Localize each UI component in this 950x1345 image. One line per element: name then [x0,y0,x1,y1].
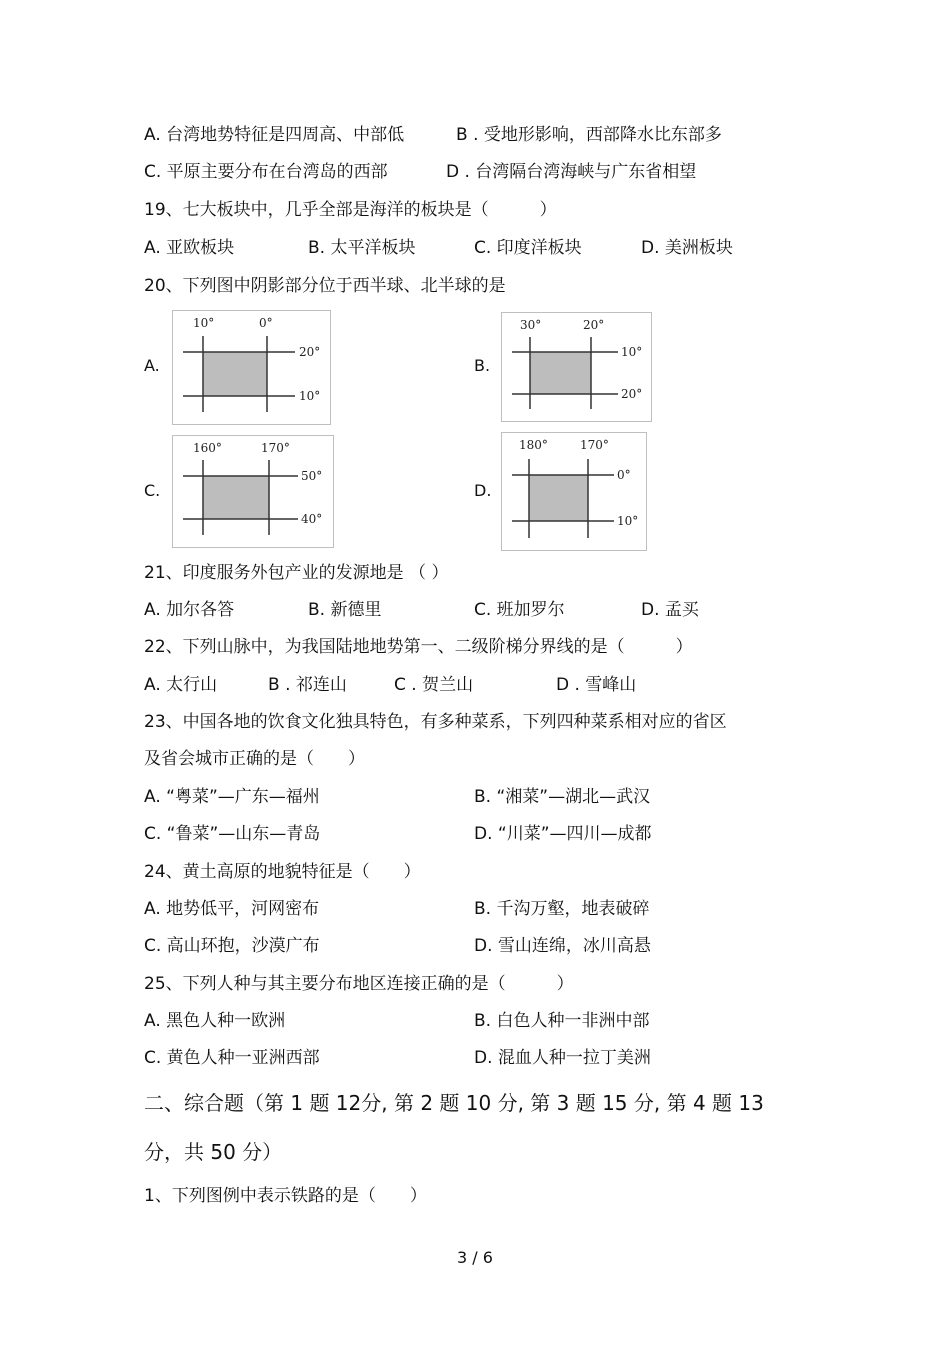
latitude-label-1: 10° [621,345,643,359]
q23-option-a: A. “粤菜”—广东—福州 [144,787,320,807]
longitude-label-2: 20° [583,318,605,332]
shaded-region [529,475,588,521]
shaded-region [203,352,267,396]
q20-figure-b-grid [502,313,651,421]
q19-option-b: B. 太平洋板块 [308,238,416,258]
latitude-label-2: 40° [301,512,323,526]
q18-option-d: D . 台湾隔台湾海峡与广东省相望 [446,162,697,182]
q18-option-b: B . 受地形影响，西部降水比东部多 [456,125,722,145]
q23-option-c: C. “鲁菜”—山东—青岛 [144,824,321,844]
q19-option-c: C. 印度洋板块 [474,238,582,258]
latitude-label-2: 20° [621,387,643,401]
latitude-label-1: 50° [301,469,323,483]
longitude-label-1: 160° [193,441,222,455]
q23-option-d: D. “川菜”—四川—成都 [474,824,652,844]
q22-option-a: A. 太行山 [144,675,218,695]
q20-figure-a-grid [173,311,330,424]
shaded-region [530,352,591,394]
q24-option-b: B. 千沟万壑，地表破碎 [474,899,650,919]
longitude-label-2: 170° [580,438,609,452]
q25-option-a: A. 黑色人种一欧洲 [144,1011,286,1031]
q20-figure-b[interactable] [501,312,652,422]
q22-option-d: D . 雪峰山 [556,675,637,695]
page-number: 3 / 6 [457,1248,493,1267]
q22-option-b: B . 祁连山 [268,675,347,695]
longitude-label-1: 180° [519,438,548,452]
q18-option-c: C. 平原主要分布在台湾岛的西部 [144,162,388,182]
q20-figure-c-grid [173,436,333,547]
q20-figure-d[interactable] [501,432,647,551]
shaded-region [203,476,269,519]
q19-option-a: A. 亚欧板块 [144,238,235,258]
latitude-label-1: 20° [299,345,321,359]
q25-option-d: D. 混血人种一拉丁美洲 [474,1048,651,1068]
q20-figure-a[interactable] [172,310,331,425]
q21-option-c: C. 班加罗尔 [474,600,565,620]
q20-figure-d-grid [502,433,646,550]
q20-figure-c[interactable] [172,435,334,548]
q20-figure-a-label: A. [144,356,160,375]
latitude-label-1: 0° [617,468,631,482]
latitude-label-2: 10° [299,389,321,403]
q20-figure-d-label: D. [474,481,492,500]
q21-option-b: B. 新德里 [308,600,382,620]
longitude-label-1: 30° [520,318,542,332]
q24-option-d: D. 雪山连绵，冰川高悬 [474,936,651,956]
q21-option-d: D. 孟买 [641,600,699,620]
longitude-label-2: 170° [261,441,290,455]
q25-option-c: C. 黄色人种一亚洲西部 [144,1048,320,1068]
q21-option-a: A. 加尔各答 [144,600,235,620]
q22-option-c: C . 贺兰山 [394,675,474,695]
q25-option-b: B. 白色人种一非洲中部 [474,1011,650,1031]
longitude-label-2: 0° [259,316,273,330]
q20-figure-c-label: C. [144,481,161,500]
q24-option-a: A. 地势低平，河网密布 [144,899,320,919]
longitude-label-1: 10° [193,316,215,330]
q19-option-d: D. 美洲板块 [641,238,733,258]
latitude-label-2: 10° [617,514,639,528]
q24-option-c: C. 高山环抱，沙漠广布 [144,936,320,956]
q18-option-a: A. 台湾地势特征是四周高、中部低 [144,125,405,145]
q23-option-b: B. “湘菜”—湖北—武汉 [474,787,651,807]
q20-figure-b-label: B. [474,356,491,375]
